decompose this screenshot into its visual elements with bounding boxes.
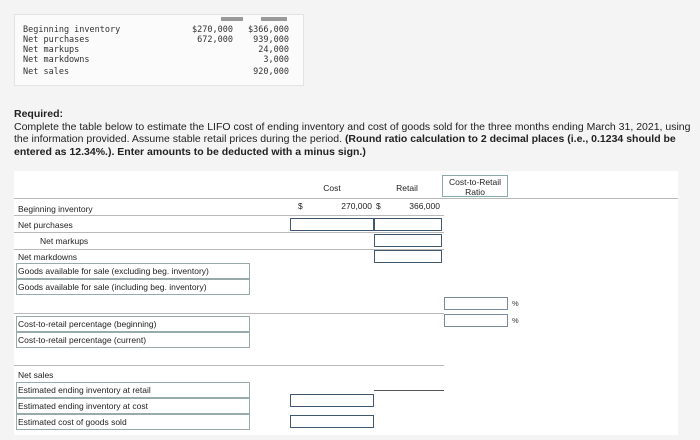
percent-sign: %	[512, 316, 519, 325]
given-label: Net sales	[23, 67, 70, 77]
net-purchases-retail-input[interactable]	[374, 218, 442, 231]
given-retail: $366,000	[248, 25, 289, 35]
label-beginning-inventory: Beginning inventory	[18, 204, 93, 214]
given-retail: 3,000	[263, 55, 289, 65]
given-label: Net purchases	[23, 35, 90, 45]
given-retail: 920,000	[253, 67, 289, 77]
given-row	[15, 67, 303, 77]
est-cogs-input[interactable]	[290, 415, 374, 428]
net-markups-retail-input[interactable]	[374, 234, 442, 247]
cost-header-bar	[221, 17, 243, 21]
dollar-sign: $	[376, 201, 381, 211]
given-cost: 672,000	[197, 35, 233, 45]
label-est-ending-retail: Estimated ending inventory at retail	[18, 385, 151, 395]
label-est-cogs: Estimated cost of goods sold	[18, 417, 127, 427]
given-row	[15, 35, 303, 45]
given-retail: 24,000	[258, 45, 289, 55]
label-pct-beginning: Cost-to-retail percentage (beginning)	[18, 319, 157, 329]
row-divider	[14, 365, 444, 366]
given-cost: $270,000	[192, 25, 233, 35]
given-row	[15, 25, 303, 35]
ratio-column-header: Cost-to-Retail Ratio	[449, 177, 501, 197]
label-net-markdowns: Net markdowns	[18, 252, 78, 262]
required-text: Complete the table below to estimate the LIFO cost of ending inventory and cost of goods sold for the three months ending March 31, 2021, using the information provided. Assume stable retail prices during the period.	[14, 120, 691, 145]
ratio-current-input[interactable]	[444, 314, 508, 327]
cost-column-header: Cost	[323, 183, 341, 193]
retail-column-header: Retail	[396, 183, 418, 193]
lifo-worksheet	[14, 171, 678, 435]
net-purchases-cost-input[interactable]	[290, 218, 374, 231]
beginning-cost-value: 270,000	[341, 201, 372, 211]
ratio-beginning-input[interactable]	[444, 297, 508, 310]
percent-sign: %	[512, 299, 519, 308]
net-markdowns-retail-input[interactable]	[374, 250, 442, 263]
given-data-table	[14, 14, 304, 86]
sum-line	[374, 390, 444, 391]
dollar-sign: $	[298, 201, 303, 211]
given-retail: 939,000	[253, 35, 289, 45]
label-net-sales: Net sales	[18, 370, 54, 380]
header-divider	[14, 198, 678, 199]
required-heading: Required:	[14, 108, 64, 120]
label-net-purchases: Net purchases	[18, 220, 73, 230]
est-ending-cost-input[interactable]	[290, 394, 374, 407]
retail-header-bar	[261, 17, 287, 21]
label-est-ending-cost: Estimated ending inventory at cost	[18, 401, 148, 411]
given-label: Net markdowns	[23, 55, 90, 65]
label-pct-current: Cost-to-retail percentage (current)	[18, 335, 147, 345]
given-row	[15, 55, 303, 65]
given-row	[15, 45, 303, 55]
label-goods-available-incl: Goods available for sale (including beg. inventory)	[18, 282, 207, 292]
given-label: Net markups	[23, 45, 80, 55]
label-net-markups: Net markups	[40, 236, 89, 246]
row-divider	[14, 215, 444, 216]
required-bold-text: (Round ratio calculation to 2 decimal places (i.e., 0.1234 should be entered as 12.34%.). Enter amounts to be deducted with a minus sign.)	[14, 133, 676, 158]
row-divider	[14, 232, 444, 233]
instructions	[14, 108, 694, 158]
label-goods-available-excl: Goods available for sale (excluding beg. inventory)	[18, 266, 209, 276]
beginning-retail-value: 366,000	[409, 201, 440, 211]
row-divider	[14, 313, 444, 314]
given-label: Beginning inventory	[23, 25, 121, 35]
